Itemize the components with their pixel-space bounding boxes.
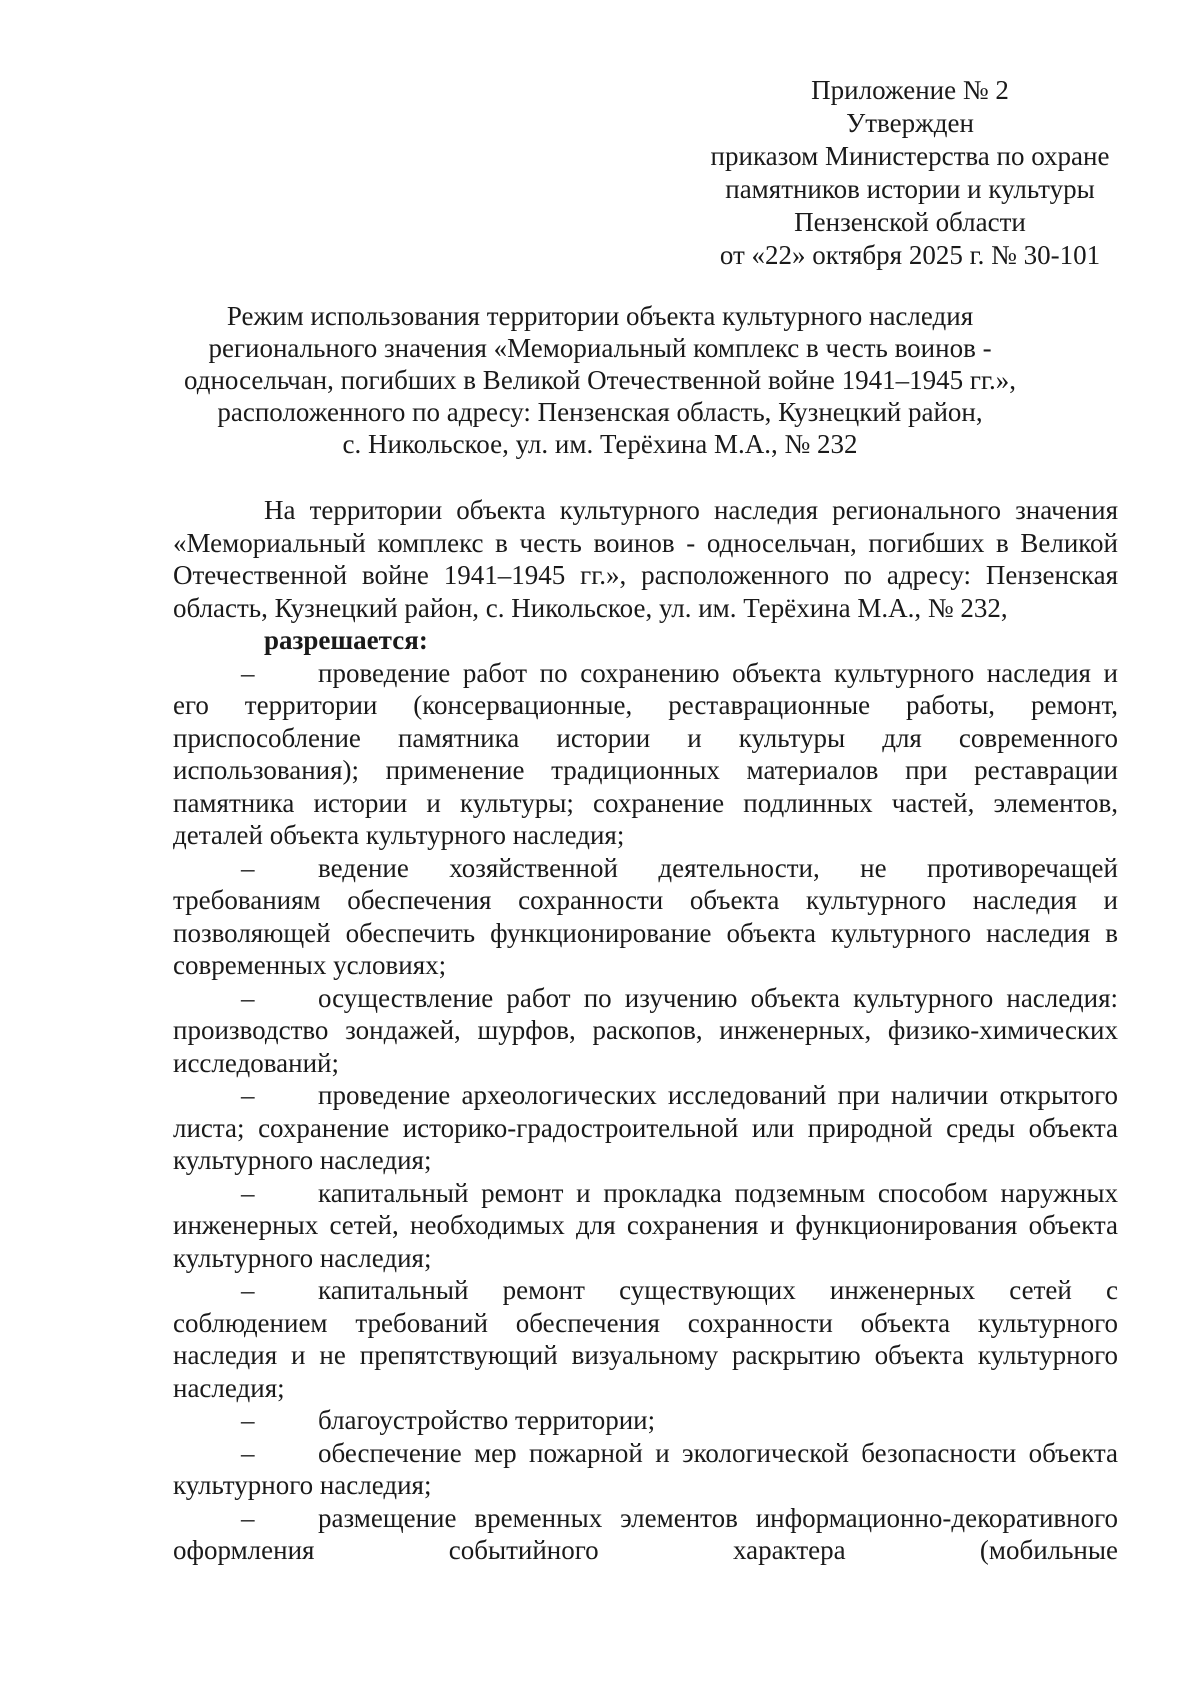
title-line: расположенного по адресу: Пензенская область, Кузнецкий район, [217,397,983,427]
title-line: регионального значения «Мемориальный комплекс в честь воинов - [208,333,992,363]
list-item [173,982,1118,1080]
list-item [173,1502,1118,1567]
list-item-text: ведение хозяйственной деятельности, не противоречащей требованиям обеспечения сохранности объекта культурного наследия и позволяющей обеспечить функционирование объекта культурного наследия в современных условиях; [173,852,1118,980]
dash-marker: – [241,1080,255,1110]
list-item [173,1404,1118,1437]
list-item-text: капитальный ремонт существующих инженерных сетей с соблюдением требований обеспечения сохранности объекта культурного наследия и не препятствующий визуальному раскрытию объекта культурного наследия; [173,1275,1118,1403]
title-line: с. Никольское, ул. им. Терёхина М.А., № 232 [342,429,858,459]
list-item [173,1079,1118,1177]
list-item-text: проведение работ по сохранению объекта культурного наследия и его территории (консервационные, реставрационные работы, ремонт, приспособление памятника истории и культуры для современного использования); применение традиционных материалов при реставрации памятника истории и культуры; сохранение подлинных частей, элементов, деталей объекта культурного наследия; [173,657,1118,850]
dash-marker: – [241,1437,255,1468]
allowed-label: разрешается: [264,625,428,655]
list-item-text: капитальный ремонт и прокладка подземным способом наружных инженерных сетей, необходимых для сохранения и функционирования объекта культурного наследия; [173,1177,1118,1273]
list-item [173,1274,1118,1404]
dash-marker: – [241,982,255,1013]
dash-marker: – [241,1275,255,1305]
dash-marker: – [241,1502,255,1533]
list-item-text: благоустройство территории; [318,1405,656,1435]
dash-marker: – [241,657,255,688]
approval-ministry-line: памятников истории и культуры [725,174,1095,204]
list-item-text: размещение временных элементов информационно-декоративного оформления событийного характера (мобильные [173,1502,1118,1565]
dash-marker: – [241,1405,255,1435]
approval-date-line: от «22» октября 2025 г. № 30-101 [719,240,1101,270]
list-item [173,852,1118,982]
list-item [173,657,1118,852]
dash-marker: – [241,852,255,883]
list-item [173,1177,1118,1275]
list-item [173,1437,1118,1502]
title-line: Режим использования территории объекта культурного наследия [226,301,974,331]
list-item-text: осуществление работ по изучению объекта культурного наследия: производство зондажей, шурфов, раскопов, инженерных, физико-химических исследований; [173,982,1118,1078]
appendix-number: Приложение № 2 [811,75,1009,105]
intro-text: На территории объекта культурного наследия регионального значения «Мемориальный комплекс в честь воинов - односельчан, погибших в Великой Отечественной войне 1941–1945 гг.», расположенного по адресу: Пензенская область, Кузнецкий район, с. Никольское, ул. им. Терёхина М.А., № 232, [173,495,1118,623]
document-title [150,300,1050,460]
approval-region-line: Пензенской области [794,207,1026,237]
dash-marker: – [241,1177,255,1208]
list-item-text: обеспечение мер пожарной и экологической безопасности объекта культурного наследия; [173,1437,1118,1500]
approved-label: Утвержден [846,108,974,138]
list-item-text: проведение археологических исследований при наличии открытого листа; сохранение историко-градостроительной или природной среды объекта культурного наследия; [173,1080,1118,1175]
intro-paragraph [173,494,1118,657]
approval-order-line: приказом Министерства по охране [710,141,1110,171]
approval-block [690,74,1130,272]
document-body [173,494,1118,1567]
title-line: односельчан, погибших в Великой Отечественной войне 1941–1945 гг.», [183,365,1017,395]
